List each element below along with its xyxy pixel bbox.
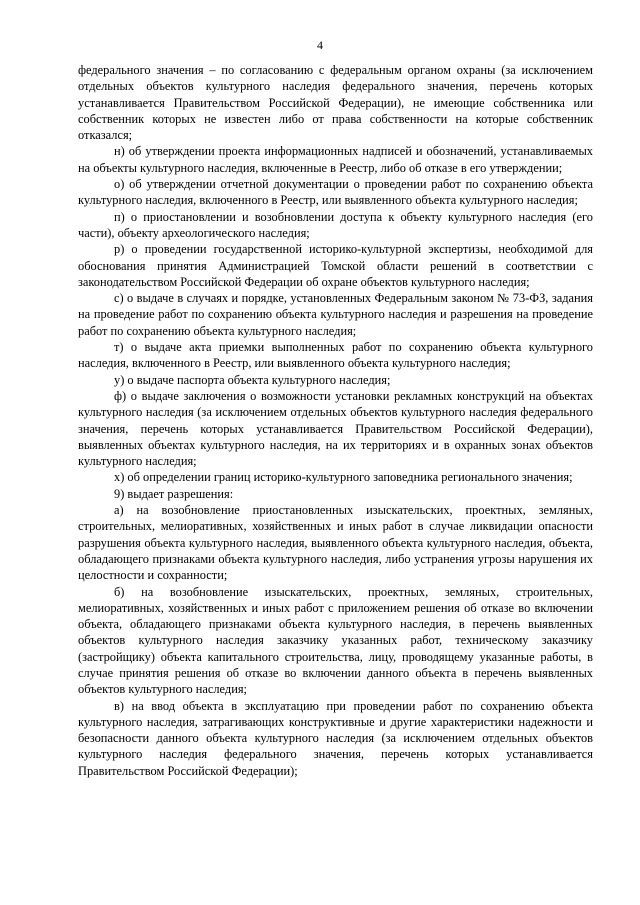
paragraph: х) об определении границ историко-культурного заповедника регионального значения; xyxy=(114,470,573,485)
document-body xyxy=(78,62,593,779)
paragraph: ф) о выдаче заключения о возможности установки рекламных конструкций на объектах культурного наследия (за исключением отдельных объектов культурного наследия федерального значения, перечень которых устанавливается Правительством Российской Федерации), выявленных объектах культурного наследия, на их территориях и в охранных зонах объектов культурного наследия; xyxy=(78,388,593,469)
paragraph: федерального значения – по согласованию с федеральным органом охраны (за исключением отдельных объектов культурного наследия федерального значения, перечень которых устанавливается Правительством Российской Федерации), не имеющие собственника или собственник которых не известен либо от права собственности на которые собственник отказался; xyxy=(78,63,593,143)
paragraph: т) о выдаче акта приемки выполненных работ по сохранению объекта культурного наследия, включенного в Реестр, или выявленного объекта культурного наследия; xyxy=(78,340,593,371)
paragraph: 9) выдает разрешения: xyxy=(114,486,234,501)
paragraph: н) об утверждении проекта информационных надписей и обозначений, устанавливаемых на объекты культурного наследия, включенные в Реестр, либо об отказе в его утверждении; xyxy=(78,144,593,175)
paragraph: в) на ввод объекта в эксплуатацию при проведении работ по сохранению объекта культурного наследия, затрагивающих конструктивные и другие характеристики надежности и безопасности данного объекта культурного наследия (за исключением отдельных объектов культурного наследия федерального значения, перечень которых устанавливается Правительством Российской Федерации); xyxy=(78,698,593,778)
paragraph: с) о выдаче в случаях и порядке, установленных Федеральным законом № 73-ФЗ, задания на проведение работ по сохранению объекта культурного наследия и разрешения на проведение работ по сохранению объекта культурного наследия; xyxy=(78,291,593,338)
page-number: 4 xyxy=(317,38,323,52)
paragraph: б) на возобновление изыскательских, проектных, земляных, строительных, мелиоративных, хозяйственных и иных работ с приложением решения об отказе во включении объекта, обладающего признаками объекта культурного наследия, в перечень выявленных объектов культурного наследия заказчику указанных работ, техническому заказчику (застройщику) объекта капитального строительства, лицу, проводящему указанные работы, в случае принятия решения об отказе во включении данного объекта в перечень выявленных объектов культурного наследия; xyxy=(78,584,593,697)
paragraph: о) об утверждении отчетной документации о проведении работ по сохранению объекта культурного наследия, включенного в Реестр, или выявленного объекта культурного наследия; xyxy=(78,177,593,208)
paragraph: у) о выдаче паспорта объекта культурного наследия; xyxy=(114,372,391,387)
paragraph: р) о проведении государственной историко-культурной экспертизы, необходимой для обоснования принятия Администрацией Томской области решений в соответствии с законодательством Российской Федерации об охране объектов культурного наследия; xyxy=(78,242,593,289)
paragraph: п) о приостановлении и возобновлении доступа к объекту культурного наследия (его части), объекту археологического наследия; xyxy=(78,209,593,240)
paragraph: а) на возобновление приостановленных изыскательских, проектных, земляных, строительных, мелиоративных, хозяйственных и иных работ в случае ликвидации опасности разрушения объекта культурного наследия, выявленного объекта культурного наследия, объекта, обладающего признаками объекта культурного наследия, либо устранения угрозы нарушения их целостности и сохранности; xyxy=(78,503,593,583)
